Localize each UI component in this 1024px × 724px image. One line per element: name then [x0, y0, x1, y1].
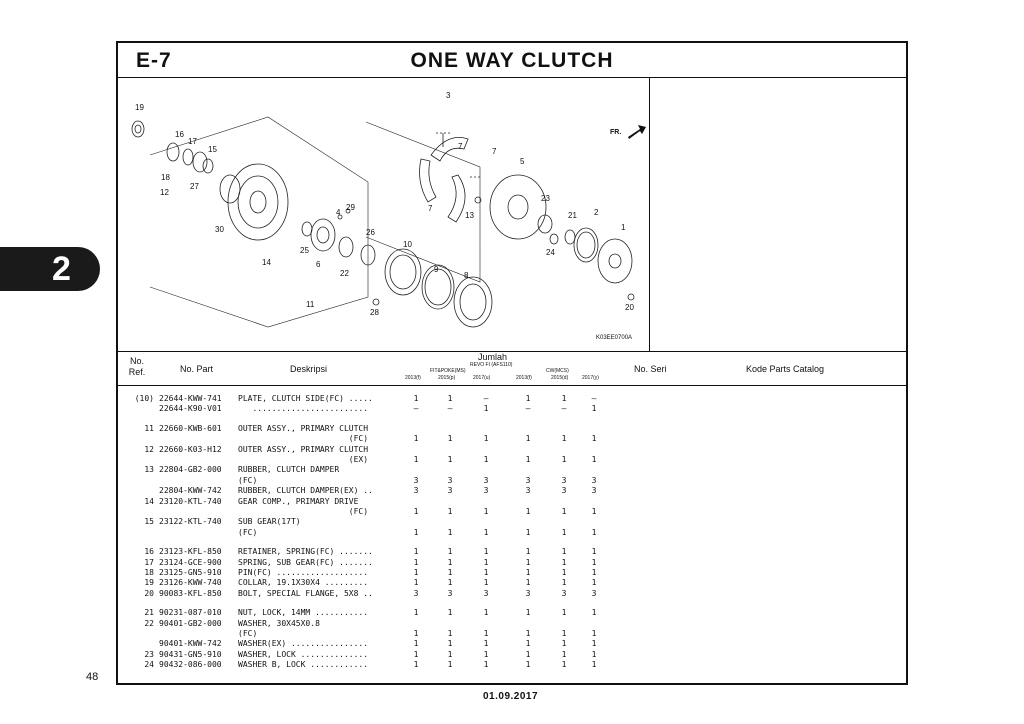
- quantity-cell: 3: [561, 588, 567, 598]
- ref-number: 16: [144, 547, 154, 557]
- quantity-cell: 1: [561, 557, 567, 567]
- front-direction-label: FR.: [610, 129, 622, 136]
- part-description: SUB GEAR(17T): [238, 517, 301, 527]
- svg-text:30: 30: [215, 225, 224, 234]
- quantity-cell: 1: [561, 455, 567, 464]
- part-description: COLLAR, 19.1X30X4 .........: [238, 578, 369, 588]
- part-description: OUTER ASSY., PRIMARY CLUTCH: [238, 423, 369, 433]
- part-number: 90401-KWW-742: [159, 639, 222, 649]
- quantity-cell: 3: [483, 588, 489, 598]
- quantity-cell: 1: [525, 547, 531, 557]
- header-group-revo: REVO FI (AFS110): [470, 362, 513, 368]
- quantity-cell: 1: [525, 578, 531, 588]
- quantity-cell: 1: [447, 649, 453, 659]
- quantity-cell: 1: [447, 629, 453, 638]
- quantity-cell: 1: [483, 547, 489, 557]
- quantity-cell: 3: [591, 588, 597, 598]
- quantity-cell: 1: [591, 547, 597, 557]
- quantity-cell: 1: [483, 434, 489, 444]
- quantity-cell: 1: [561, 660, 567, 670]
- header-year-6: 2017(y): [582, 375, 599, 381]
- quantity-cell: 1: [413, 455, 419, 464]
- quantity-cell: 1: [413, 394, 419, 403]
- ref-number: 13: [144, 465, 154, 475]
- quantity-cell: 1: [483, 629, 489, 638]
- quantity-cell: 3: [525, 486, 531, 496]
- svg-text:4: 4: [336, 208, 341, 217]
- quantity-cell: 1: [525, 649, 531, 659]
- quantity-cell: 1: [591, 568, 597, 577]
- quantity-cell: 1: [483, 568, 489, 577]
- ref-number: 24: [144, 660, 154, 670]
- part-number: 90083-KFL-850: [159, 588, 222, 598]
- quantity-cell: 1: [413, 507, 419, 516]
- quantity-cell: 1: [447, 455, 453, 464]
- quantity-cell: 1: [413, 578, 419, 588]
- part-description: WASHER B, LOCK ............: [238, 660, 369, 670]
- illustration-code: K03EE0700A: [596, 335, 633, 341]
- part-number: 22660-KWB-601: [159, 423, 222, 433]
- diagram-blank-area: [650, 77, 906, 352]
- svg-text:7: 7: [458, 142, 463, 151]
- part-number: 23120-KTL-740: [159, 496, 222, 506]
- quantity-cell: 1: [525, 629, 531, 638]
- header-catalog: Kode Parts Catalog: [746, 364, 825, 374]
- svg-text:18: 18: [161, 173, 170, 182]
- ref-number: (10): [134, 394, 154, 403]
- svg-text:23: 23: [541, 194, 550, 203]
- part-description: (FC): [238, 475, 258, 485]
- quantity-cell: –: [483, 394, 489, 403]
- part-description: WASHER, 30X45X0.8: [238, 618, 320, 628]
- quantity-cell: –: [525, 404, 531, 414]
- quantity-cell: 1: [447, 557, 453, 567]
- quantity-cell: 3: [483, 486, 489, 496]
- chapter-tab: [0, 247, 100, 291]
- quantity-cell: 1: [561, 394, 567, 403]
- part-number: 90231-087-010: [159, 608, 222, 618]
- quantity-cell: 1: [591, 404, 597, 414]
- quantity-cell: 1: [483, 404, 489, 414]
- quantity-cell: 1: [413, 649, 419, 659]
- quantity-cell: 1: [561, 649, 567, 659]
- quantity-cell: 1: [525, 608, 531, 618]
- chapter-number: 2: [52, 250, 71, 288]
- part-number: 90401-GB2-000: [159, 618, 222, 628]
- svg-text:19: 19: [135, 103, 144, 112]
- part-description: WASHER, LOCK ..............: [238, 649, 369, 659]
- quantity-cell: 1: [413, 629, 419, 638]
- part-number: 22644-K90-V01: [159, 404, 222, 414]
- header-ref: No. Ref.: [128, 356, 146, 377]
- part-description: PIN(FC) ...................: [238, 568, 369, 577]
- ref-number: 14: [144, 496, 154, 506]
- quantity-cell: 1: [447, 434, 453, 444]
- header-jumlah: Jumlah: [478, 352, 508, 362]
- quantity-cell: 1: [447, 578, 453, 588]
- quantity-cell: 3: [413, 486, 419, 496]
- quantity-cell: 1: [483, 649, 489, 659]
- part-number: 23124-GCE-900: [159, 557, 222, 567]
- quantity-cell: 1: [561, 527, 567, 537]
- quantity-cell: 1: [525, 660, 531, 670]
- header-year-1: 2013(f): [405, 375, 421, 381]
- quantity-cell: 1: [591, 557, 597, 567]
- part-description: PLATE, CLUTCH SIDE(FC) .....: [238, 394, 373, 403]
- page-number: 48: [86, 671, 99, 683]
- svg-text:2: 2: [594, 208, 599, 217]
- quantity-cell: –: [591, 394, 597, 403]
- quantity-cell: 1: [447, 507, 453, 516]
- quantity-cell: 3: [591, 486, 597, 496]
- section-title: ONE WAY CLUTCH: [410, 49, 614, 72]
- quantity-cell: 1: [561, 639, 567, 649]
- quantity-cell: 1: [525, 455, 531, 464]
- header-part: No. Part: [180, 364, 214, 374]
- part-number: 23126-KWW-740: [159, 578, 222, 588]
- ref-number: 12: [144, 444, 154, 454]
- part-description: SPRING, SUB GEAR(FC) .......: [238, 557, 373, 567]
- ref-number: 17: [144, 557, 154, 567]
- quantity-cell: 1: [483, 455, 489, 464]
- part-number: 23122-KTL-740: [159, 517, 222, 527]
- quantity-cell: 3: [483, 475, 489, 485]
- header-divider: [118, 385, 906, 386]
- ref-number: 15: [144, 517, 154, 527]
- quantity-cell: 1: [525, 507, 531, 516]
- quantity-cell: 1: [447, 527, 453, 537]
- part-number: 23125-GN5-910: [159, 568, 222, 577]
- quantity-cell: 1: [561, 547, 567, 557]
- quantity-cell: 1: [447, 608, 453, 618]
- header-group-fit: FIT&POKE(MS): [430, 368, 466, 374]
- part-description: (FC): [238, 434, 369, 444]
- quantity-cell: 1: [413, 527, 419, 537]
- svg-text:25: 25: [300, 246, 309, 255]
- quantity-cell: 1: [591, 455, 597, 464]
- quantity-cell: –: [447, 404, 453, 414]
- header-description: Deskripsi: [290, 364, 328, 374]
- svg-text:21: 21: [568, 211, 577, 220]
- publication-date: 01.09.2017: [483, 691, 539, 702]
- part-description: OUTER ASSY., PRIMARY CLUTCH: [238, 444, 369, 454]
- quantity-cell: 1: [591, 527, 597, 537]
- quantity-cell: 1: [483, 527, 489, 537]
- svg-text:14: 14: [262, 258, 271, 267]
- part-description: RUBBER, CLUTCH DAMPER: [238, 465, 340, 475]
- ref-number: 20: [144, 588, 154, 598]
- quantity-cell: 1: [447, 394, 453, 403]
- svg-text:8: 8: [464, 271, 469, 280]
- part-description: WASHER(EX) ................: [238, 639, 369, 649]
- header-serial: No. Seri: [634, 364, 667, 374]
- quantity-cell: 1: [483, 578, 489, 588]
- quantity-cell: 1: [413, 660, 419, 670]
- quantity-cell: 1: [413, 557, 419, 567]
- part-number: 22804-KWW-742: [159, 486, 222, 496]
- svg-text:26: 26: [366, 228, 375, 237]
- svg-text:12: 12: [160, 188, 169, 197]
- part-description: RETAINER, SPRING(FC) .......: [238, 547, 373, 557]
- svg-text:7: 7: [492, 147, 497, 156]
- quantity-cell: 1: [525, 527, 531, 537]
- svg-text:7: 7: [428, 204, 433, 213]
- svg-text:29: 29: [346, 203, 355, 212]
- ref-number: 21: [144, 608, 154, 618]
- header-year-4: 2013(f): [516, 375, 532, 381]
- quantity-cell: 1: [525, 557, 531, 567]
- section-code: E-7: [136, 49, 172, 72]
- quantity-cell: 1: [561, 507, 567, 516]
- exploded-diagram: [118, 77, 650, 352]
- part-number: 90432-086-000: [159, 660, 222, 670]
- ref-number: 11: [144, 423, 154, 433]
- header-group-cw: CW(MCS): [546, 368, 569, 374]
- header-year-2: 2015(p): [438, 375, 456, 381]
- quantity-cell: 1: [591, 608, 597, 618]
- quantity-cell: 1: [525, 568, 531, 577]
- ref-number: 23: [144, 649, 154, 659]
- diagram-drawing: [118, 77, 650, 352]
- part-description: (FC): [238, 507, 369, 516]
- svg-text:27: 27: [190, 182, 199, 191]
- svg-text:24: 24: [546, 248, 555, 257]
- quantity-cell: 1: [483, 557, 489, 567]
- quantity-cell: 1: [591, 578, 597, 588]
- quantity-cell: 1: [561, 578, 567, 588]
- quantity-cell: 1: [413, 434, 419, 444]
- quantity-cell: 1: [591, 649, 597, 659]
- quantity-cell: 1: [591, 434, 597, 444]
- quantity-cell: 1: [483, 608, 489, 618]
- part-description: NUT, LOCK, 14MM ...........: [238, 608, 369, 618]
- svg-text:6: 6: [316, 260, 321, 269]
- part-description: ........................: [238, 404, 369, 414]
- header-year-3: 2017(u): [473, 375, 491, 381]
- svg-text:10: 10: [403, 240, 412, 249]
- svg-text:5: 5: [520, 157, 525, 166]
- svg-text:13: 13: [465, 211, 474, 220]
- quantity-cell: –: [561, 404, 567, 414]
- quantity-cell: 1: [483, 660, 489, 670]
- quantity-cell: 1: [413, 639, 419, 649]
- quantity-cell: 3: [561, 486, 567, 496]
- quantity-cell: 3: [561, 475, 567, 485]
- part-description: (FC): [238, 629, 258, 638]
- quantity-cell: 3: [591, 475, 597, 485]
- part-number: 90431-GN5-910: [159, 649, 222, 659]
- quantity-cell: 1: [447, 568, 453, 577]
- quantity-cell: 1: [483, 639, 489, 649]
- svg-text:20: 20: [625, 303, 634, 312]
- ref-number: 18: [144, 568, 154, 577]
- quantity-cell: 1: [525, 639, 531, 649]
- part-number: 22644-KWW-741: [159, 394, 222, 403]
- quantity-cell: 1: [591, 660, 597, 670]
- quantity-cell: 1: [561, 434, 567, 444]
- svg-text:9: 9: [434, 265, 439, 274]
- part-description: (EX): [238, 455, 369, 464]
- part-number: 23123-KFL-850: [159, 547, 222, 557]
- quantity-cell: 3: [413, 475, 419, 485]
- quantity-cell: 1: [561, 629, 567, 638]
- quantity-cell: –: [413, 404, 419, 414]
- svg-text:1: 1: [621, 223, 626, 232]
- part-description: RUBBER, CLUTCH DAMPER(EX) ..: [238, 486, 373, 496]
- quantity-cell: 1: [525, 434, 531, 444]
- quantity-cell: 3: [413, 588, 419, 598]
- quantity-cell: 1: [447, 639, 453, 649]
- quantity-cell: 3: [447, 475, 453, 485]
- svg-text:17: 17: [188, 137, 197, 146]
- quantity-cell: 1: [591, 639, 597, 649]
- svg-text:28: 28: [370, 308, 379, 317]
- svg-text:16: 16: [175, 130, 184, 139]
- svg-text:11: 11: [306, 300, 315, 309]
- header-year-5: 2015(d): [551, 375, 569, 381]
- svg-text:22: 22: [340, 269, 349, 278]
- ref-number: 22: [144, 618, 154, 628]
- catalog-frame: [116, 41, 908, 685]
- svg-text:3: 3: [446, 91, 451, 100]
- quantity-cell: 1: [413, 568, 419, 577]
- part-number: 22660-K03-H12: [159, 444, 222, 454]
- quantity-cell: 1: [447, 660, 453, 670]
- quantity-cell: 1: [413, 547, 419, 557]
- quantity-cell: 1: [413, 608, 419, 618]
- quantity-cell: 3: [447, 588, 453, 598]
- quantity-cell: 3: [447, 486, 453, 496]
- ref-number: 19: [144, 578, 154, 588]
- quantity-cell: 1: [591, 629, 597, 638]
- section-header: [118, 43, 906, 78]
- part-number: 22804-GB2-000: [159, 465, 222, 475]
- part-description: (FC): [238, 527, 258, 537]
- quantity-cell: 1: [561, 608, 567, 618]
- quantity-cell: 1: [447, 547, 453, 557]
- svg-text:15: 15: [208, 145, 217, 154]
- part-description: GEAR COMP., PRIMARY DRIVE: [238, 496, 359, 506]
- quantity-cell: 1: [525, 394, 531, 403]
- quantity-cell: 1: [591, 507, 597, 516]
- quantity-cell: 3: [525, 475, 531, 485]
- quantity-cell: 1: [483, 507, 489, 516]
- quantity-cell: 1: [561, 568, 567, 577]
- quantity-cell: 3: [525, 588, 531, 598]
- part-description: BOLT, SPECIAL FLANGE, 5X8 ..: [238, 588, 373, 598]
